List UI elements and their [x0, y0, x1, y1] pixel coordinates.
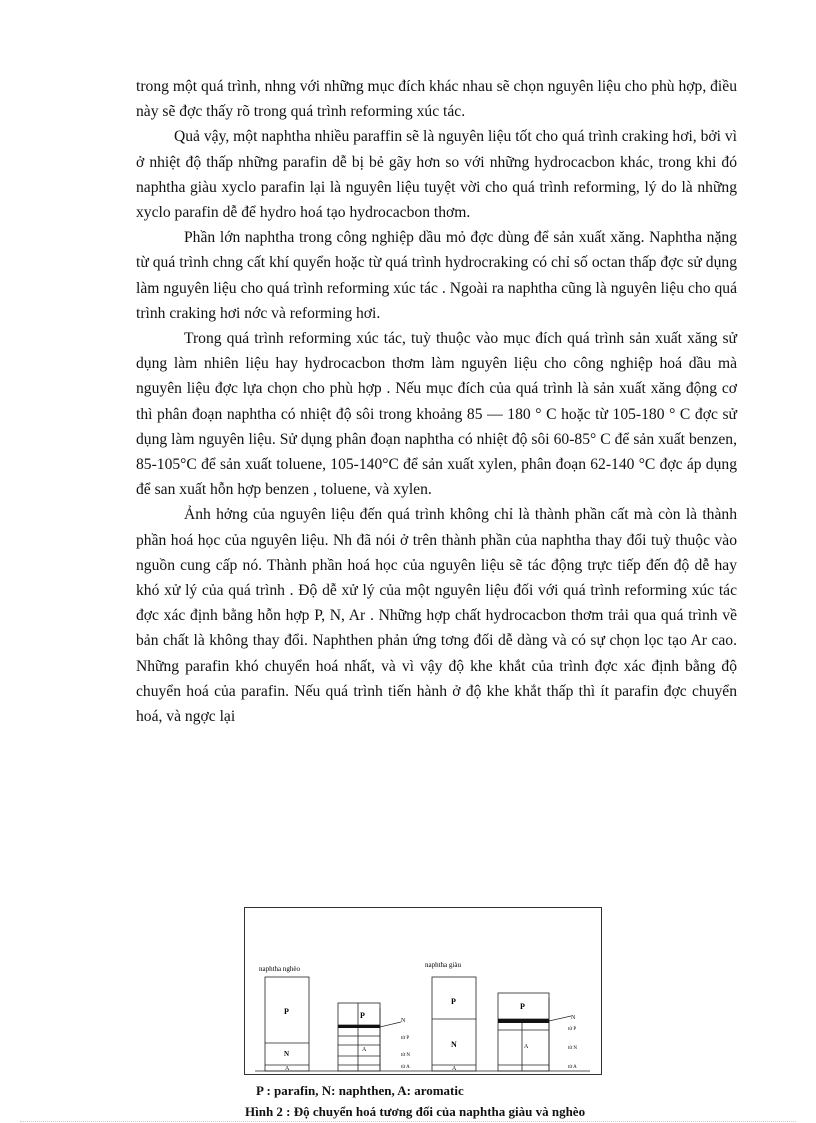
- side-label-from-n: từ N: [568, 1046, 577, 1051]
- side-label-n: N: [401, 1018, 406, 1024]
- conversion-figure: [244, 907, 602, 1075]
- paragraph: Trong quá trình reforming xúc tác, tuỳ thuộc vào mục đích quá trình sản xuất xăng sử dụng làm nhiên liệu hay hydrocacbon thơm làm nguyên liệu cho công nghiệp hoá dầu mà nguyên liệu đợc lựa chọn cho phù hợp . Nếu mục đích của quá trình là sản xuất xăng động cơ thì phân đoạn naphtha có nhiệt độ sôi trong khoảng 85 — 180 ° C hoặc từ 105-180 ° C đợc sử dụng làm nguyên liệu. Sử dụng phân đoạn naphtha có nhiệt độ sôi 60-85° C để sản xuất benzen, 85-105°C để sản xuất toluene, 105-140°C để sản xuất xylen, phân đoạn 62-140 °C đợc áp dụng để san xuất hỗn hợp benzen , toluene, và xylen.: [136, 330, 737, 499]
- side-label-from-a: từ A: [401, 1065, 410, 1070]
- label-a: A: [362, 1047, 367, 1053]
- paragraph: Quả vậy, một naphtha nhiều paraffin sẽ là nguyên liệu tốt cho quá trình craking hơi, bởi vì ở nhiệt độ thấp những parafin dễ bị bẻ gãy hơn so với những hydrocacbon khác, trong khi đó naphtha giàu xyclo parafin lại là nguyên liệu tuyệt vời cho quá trình reforming, lý do là những xyclo parafin dễ để hydro hoá tạo hydrocacbon thơm.: [136, 128, 737, 222]
- label-n: N: [451, 1040, 457, 1049]
- body-text: [136, 74, 737, 729]
- side-label-from-p: từ P: [568, 1027, 577, 1032]
- paragraph: trong một quá trình, nhng với những mục đích khác nhau sẽ chọn nguyên liệu cho phù hợp, điều này sẽ đợc thấy rõ trong quá trình reforming xúc tác.: [136, 78, 737, 121]
- bar-rich-feed: [432, 977, 476, 1071]
- figure-legend: P : parafin, N: naphthen, A: aromatic: [256, 1083, 464, 1098]
- label-n: N: [284, 1050, 290, 1058]
- side-label-from-n: từ N: [401, 1053, 410, 1058]
- label-p: P: [520, 1002, 525, 1011]
- label-rich-naphtha: naphtha giàu: [425, 961, 461, 969]
- label-p: P: [451, 997, 456, 1006]
- side-label-n: N: [571, 1015, 576, 1021]
- paragraph: Ảnh hởng của nguyên liệu đến quá trình không chỉ là thành phần cất mà còn là thành phần hoá học của nguyên liệu. Nh đã nói ở trên thành phần của naphtha thay đổi tuỳ thuộc vào nguồn cung cấp nó. Thành phần hoá học của nguyên liệu sẽ tác động trực tiếp đến độ dễ hay khó xử lý của quá trình . Độ dễ xử lý của một nguyên liệu đối với quá trình reforming xúc tác đợc xác định bằng hỗn hợp P, N, Ar . Những hợp chất hydrocacbon thơm trải qua quá trình về bản chất là không thay đổi. Naphthen phản ứng tơng đối dễ dàng và có sự chọn lọc tạo Ar cao. Những parafin khó chuyển hoá nhất, và vì vậy độ khe khắt của trình đợc xác định bằng độ chuyển hoá của parafin. Nếu quá trình tiến hành ở độ khe khắt thấp thì ít parafin đợc chuyển hoá, và ngợc lại: [136, 506, 737, 726]
- label-p: P: [360, 1011, 365, 1020]
- label-poor-naphtha: naphtha nghèo: [259, 965, 301, 973]
- page-bottom-divider: [20, 1121, 796, 1122]
- n-band-poor: [338, 1025, 380, 1028]
- n-band-rich: [498, 1019, 549, 1023]
- label-a: A: [285, 1066, 290, 1072]
- label-a: A: [452, 1066, 457, 1072]
- label-p: P: [284, 1007, 289, 1016]
- bar-poor-product: [338, 1003, 380, 1071]
- side-label-from-a: từ A: [568, 1065, 577, 1070]
- paragraph: Phần lớn naphtha trong công nghiệp dầu mỏ đợc dùng để sản xuất xăng. Naphtha nặng từ quá trình chng cất khí quyển hoặc từ quá trình hydrocraking có chỉ số octan thấp đợc sử dụng làm nguyên liệu cho quá trình reforming xúc tác . Ngoài ra naphtha cũng là nguyên liệu cho quá trình craking hơi nớc và reforming hơi.: [136, 229, 737, 322]
- side-label-from-p: từ P: [401, 1036, 410, 1041]
- label-a: A: [524, 1044, 529, 1050]
- figure-caption: Hình 2 : Độ chuyển hoá tương đối của naphtha giàu và nghèo: [245, 1104, 586, 1119]
- conversion-diagram: [245, 908, 603, 1076]
